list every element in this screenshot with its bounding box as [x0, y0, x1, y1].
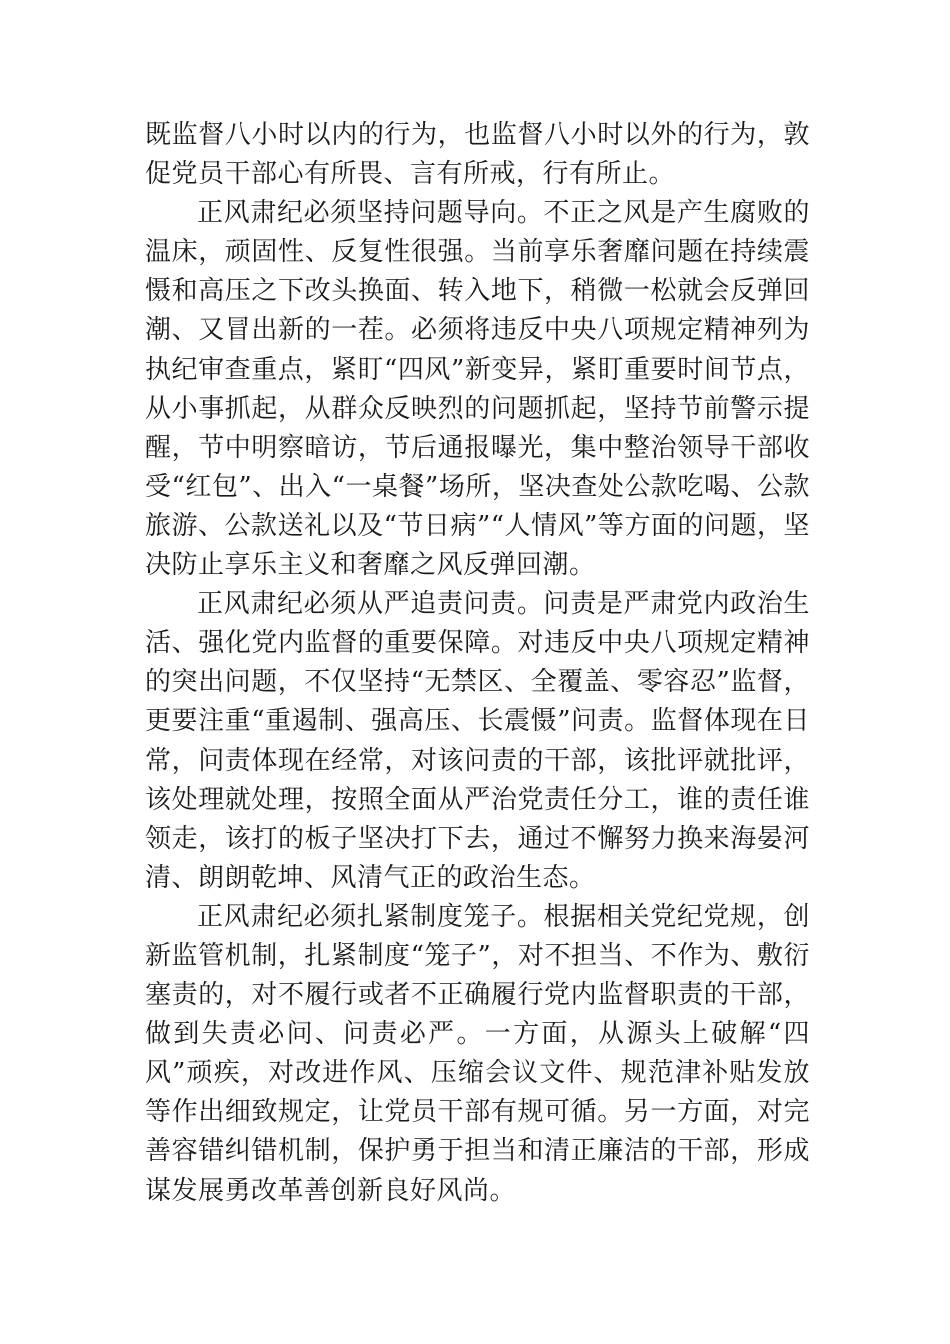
document-body [145, 116, 810, 1211]
paragraph-3: 正风肃纪必须从严追责问责。问责是严肃党内政治生活、强化党内监督的重要保障。对违反中央八项规定精神的突出问题，不仅坚持“无禁区、全覆盖、零容忍”监督，更要注重“重遏制、强高压、长震慑”问责。监督体现在日常，问责体现在经常，对该问责的干部，该批评就批评，该处理就处理，按照全面从严治党责任分工，谁的责任谁领走，该打的板子坚决打下去，通过不懈努力换来海晏河清、朗朗乾坤、风清气正的政治生态。 [145, 589, 810, 893]
paragraph-2: 正风肃纪必须坚持问题导向。不正之风是产生腐败的温床，顽固性、反复性很强。当前享乐奢靡问题在持续震慑和高压之下改头换面、转入地下，稍微一松就会反弹回潮、又冒出新的一茬。必须将违反中央八项规定精神列为执纪审查重点，紧盯“四风”新变异，紧盯重要时间节点，从小事抓起，从群众反映烈的问题抓起，坚持节前警示提醒，节中明察暗访，节后通报曝光，集中整治领导干部收受“红包”、出入“一桌餐”场所，坚决查处公款吃喝、公款旅游、公款送礼以及“节日病”“人情风”等方面的问题，坚决防止享乐主义和奢靡之风反弹回潮。 [145, 198, 810, 581]
paragraph-4: 正风肃纪必须扎紧制度笼子。根据相关党纪党规，创新监管机制，扎紧制度“笼子”，对不担当、不作为、敷衍塞责的，对不履行或者不正确履行党内监督职责的干部，做到失责必问、问责必严。一方面，从源头上破解“四风”顽疾，对改进作风、压缩会议文件、规范津补贴发放等作出细致规定，让党员干部有规可循。另一方面，对完善容错纠错机制，保护勇于担当和清正廉洁的干部，形成谋发展勇改革善创新良好风尚。 [145, 901, 810, 1206]
paragraph-1: 既监督八小时以内的行为，也监督八小时以外的行为，敦促党员干部心有所畏、言有所戒，行有所止。 [145, 120, 810, 190]
